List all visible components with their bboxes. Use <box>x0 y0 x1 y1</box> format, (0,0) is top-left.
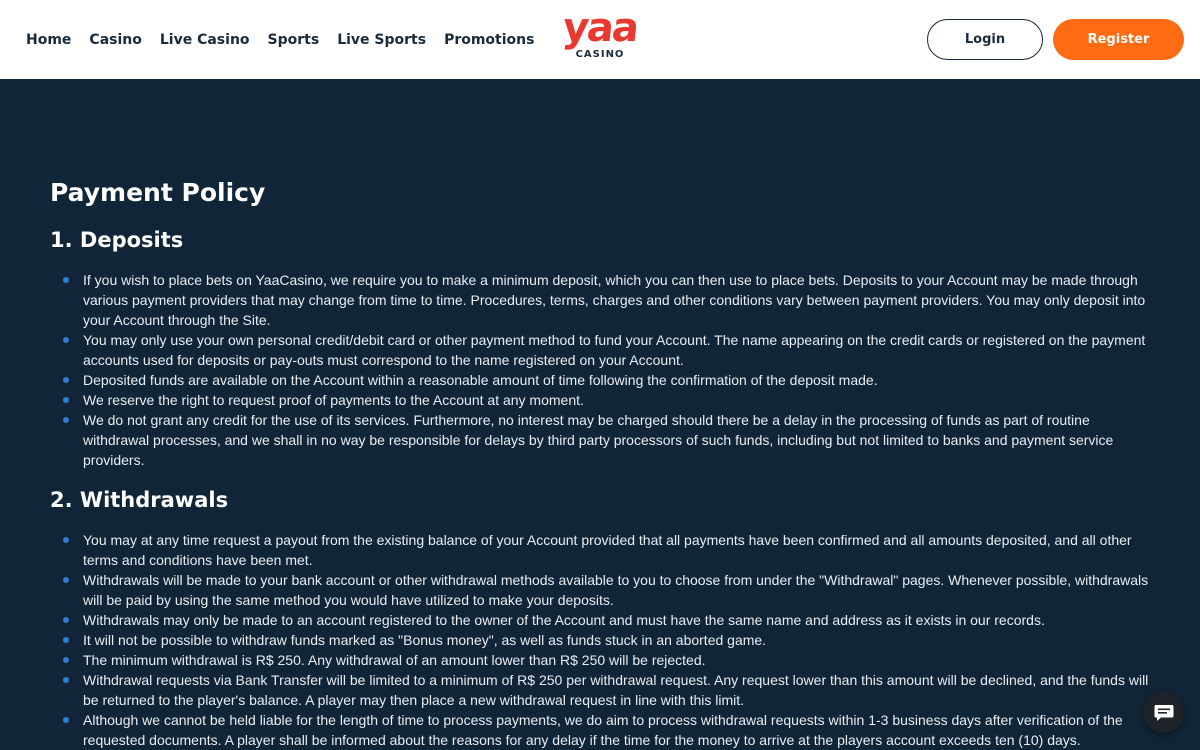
page-title: Payment Policy <box>50 178 266 207</box>
site-header <box>0 0 1200 79</box>
logo-mark: yaa <box>560 5 640 51</box>
list-item: Withdrawals may only be made to an account registered to the owner of the Account and must have the same name and address as it exists in our records. <box>50 610 1150 630</box>
chat-icon <box>1154 704 1174 722</box>
login-button[interactable]: Login <box>927 19 1043 60</box>
list-item: The minimum withdrawal is R$ 250. Any withdrawal of an amount lower than R$ 250 will be rejected. <box>50 650 1150 670</box>
nav-casino[interactable]: Casino <box>89 31 142 48</box>
main-nav <box>26 0 534 79</box>
list-item: Although we cannot be held liable for the length of time to process payments, we do aim to process withdrawal requests within 1-3 business days after verification of the requested documents. A player shall be informed about the reasons for any delay if the time for the money to arrive at the players account exceeds ten (10) days. <box>50 710 1150 750</box>
nav-sports[interactable]: Sports <box>267 31 320 48</box>
list-item: It will not be possible to withdraw funds marked as "Bonus money", as well as funds stuck in an aborted game. <box>50 630 1150 650</box>
deposits-list <box>50 270 1150 470</box>
list-item: Withdrawal requests via Bank Transfer will be limited to a minimum of R$ 250 per withdrawal request. Any request lower than this amount will be declined, and the funds will be returned to the player's balance. A player may then place a new withdrawal request in line with this limit. <box>50 670 1150 710</box>
section-title-deposits: 1. Deposits <box>50 228 184 252</box>
chat-button[interactable] <box>1143 692 1184 733</box>
nav-promotions[interactable]: Promotions <box>444 31 535 48</box>
withdrawals-list <box>50 530 1150 750</box>
list-item: If you wish to place bets on YaaCasino, we require you to make a minimum deposit, which you can then use to place bets. Deposits to your Account may be made through various payment providers that may change from time to time. Procedures, terms, charges and other conditions vary between payment providers. You may only deposit into your Account through the Site. <box>50 270 1150 330</box>
policy-content <box>50 176 1150 750</box>
list-item: We reserve the right to request proof of payments to the Account at any moment. <box>50 390 1150 410</box>
logo-subtitle: CASINO <box>575 49 625 60</box>
nav-home[interactable]: Home <box>26 31 72 48</box>
list-item: Deposited funds are available on the Account within a reasonable amount of time following the confirmation of the deposit made. <box>50 370 1150 390</box>
list-item: You may only use your own personal credit/debit card or other payment method to fund your Account. The name appearing on the credit cards or registered on the payment accounts used for deposits or pay-outs must correspond to the name registered on your Account. <box>50 330 1150 370</box>
yaa-casino-logo[interactable] <box>560 5 640 66</box>
list-item: We do not grant any credit for the use of its services. Furthermore, no interest may be charged should there be a delay in the processing of funds as part of routine withdrawal processes, and we shall in no way be responsible for delays by third party processors of such funds, including but not limited to banks and payment service providers. <box>50 410 1150 470</box>
list-item: You may at any time request a payout from the existing balance of your Account provided that all payments have been confirmed and all amounts deposited, and all other terms and conditions have been met. <box>50 530 1150 570</box>
nav-live-sports[interactable]: Live Sports <box>337 31 427 48</box>
list-item: Withdrawals will be made to your bank account or other withdrawal methods available to you to choose from under the "Withdrawal" pages. Whenever possible, withdrawals will be paid by using the same method you would have utilized to make your deposits. <box>50 570 1150 610</box>
nav-live-casino[interactable]: Live Casino <box>159 31 250 48</box>
register-button[interactable]: Register <box>1053 19 1184 60</box>
section-title-withdrawals: 2. Withdrawals <box>50 488 229 512</box>
